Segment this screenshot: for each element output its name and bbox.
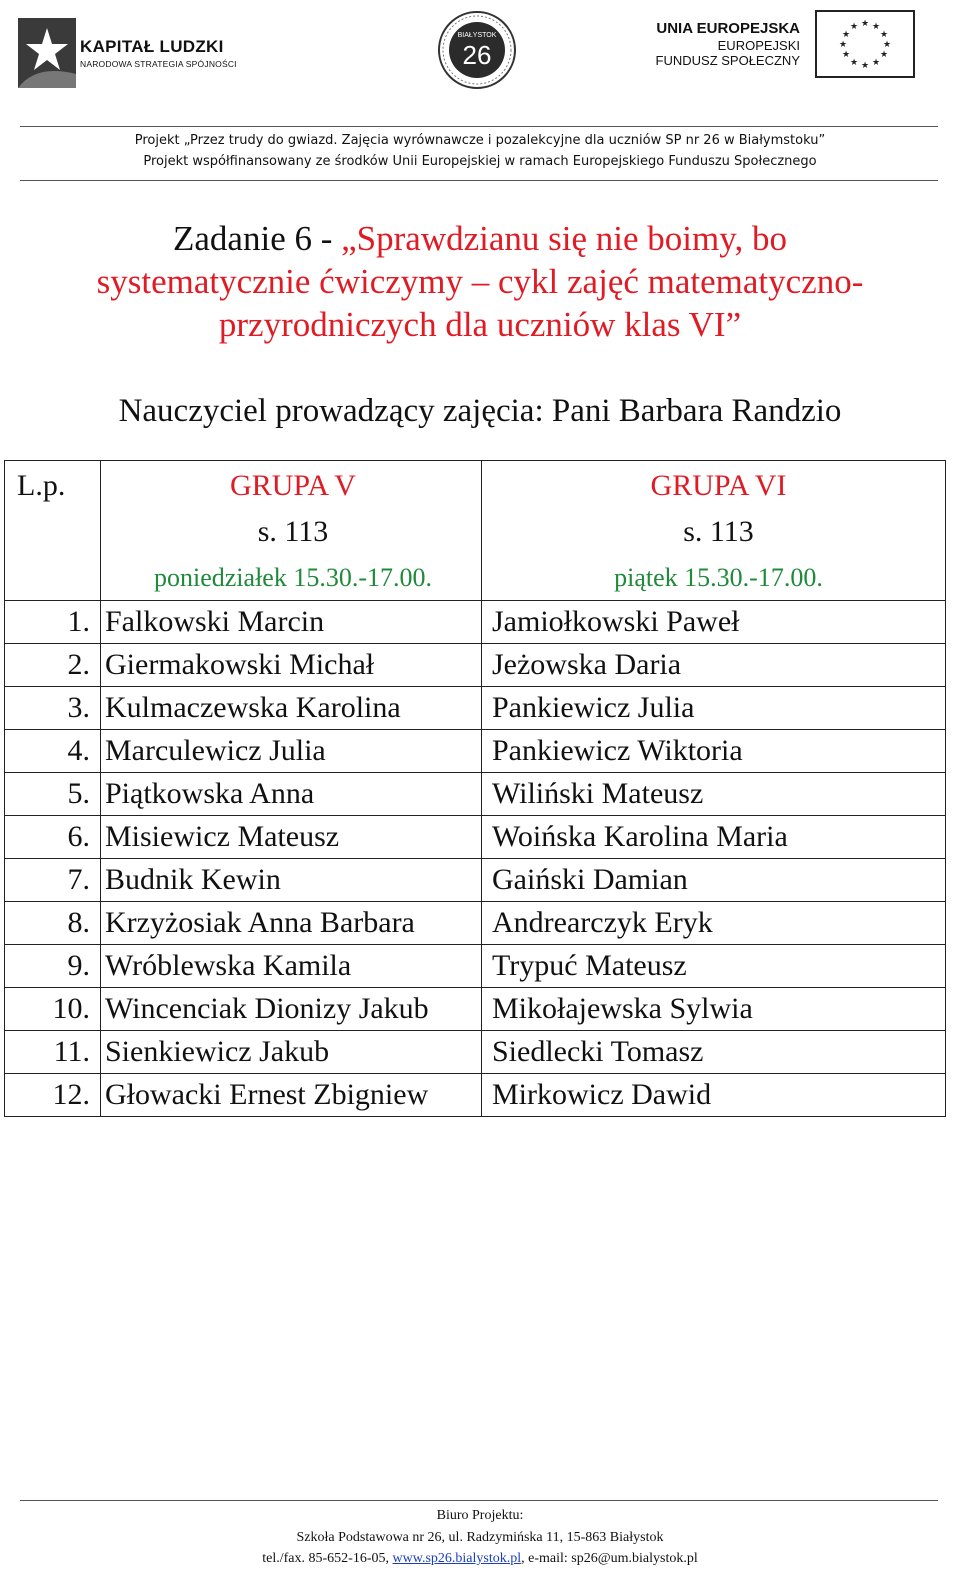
kapital-ludzki-emblem-icon (16, 14, 78, 92)
group6-student: Gaiński Damian (482, 859, 946, 902)
table-row (5, 1031, 946, 1074)
footer-office: Biuro Projektu: (436, 1508, 524, 1523)
row-number: 7. (5, 859, 101, 902)
task-title-line2: systematycznie ćwiczymy – cykl zajęć matematyczno- (96, 262, 864, 301)
group5-student: Budnik Kewin (101, 859, 482, 902)
row-number: 6. (5, 816, 101, 859)
row-number: 11. (5, 1031, 101, 1074)
svg-text:★: ★ (879, 50, 889, 60)
group6-student: Mikołajewska Sylwia (482, 988, 946, 1031)
task-title-prefix: Zadanie 6 - (173, 219, 342, 258)
seal-city: BIAŁYSTOK (457, 32, 497, 39)
table-row (5, 945, 946, 988)
group5-student: Wróblewska Kamila (101, 945, 482, 988)
group5-student: Kulmaczewska Karolina (101, 687, 482, 730)
groups-table (4, 460, 946, 1117)
school-seal (437, 10, 517, 90)
footer-contact (0, 1551, 960, 1567)
group5-room: s. 113 (257, 515, 329, 548)
teacher-line: Nauczyciel prowadzący zajęcia: Pani Barbara Randzio (118, 393, 842, 429)
project-line-1: Projekt „Przez trudy do gwiazd. Zajęcia wyrównawcze i pozalekcyjne dla uczniów SP nr 26 w Białymstoku” (134, 133, 826, 148)
svg-text:★: ★ (871, 22, 881, 32)
project-line-2: Projekt współfinansowany ze środków Unii Europejskiej w ramach Europejskiego Funduszu Społecznego (143, 154, 817, 169)
table-row (5, 859, 946, 902)
row-number: 2. (5, 644, 101, 687)
group6-header (482, 461, 946, 601)
row-number: 5. (5, 773, 101, 816)
eu-logo-line2: EUROPEJSKI (717, 38, 800, 53)
group5-student: Głowacki Ernest Zbigniew (101, 1074, 482, 1117)
row-number: 8. (5, 902, 101, 945)
group5-student: Falkowski Marcin (101, 601, 482, 644)
group5-student: Misiewicz Mateusz (101, 816, 482, 859)
row-number: 10. (5, 988, 101, 1031)
footer-email-prefix: , e-mail: (521, 1551, 572, 1566)
footer-address: Szkoła Podstawowa nr 26, ul. Radzymińska 11, 15-863 Białystok (296, 1530, 664, 1545)
eu-logo-line1: UNIA EUROPEJSKA (656, 20, 800, 37)
table-header-row (5, 461, 946, 601)
group6-student: Woińska Karolina Maria (482, 816, 946, 859)
group5-student: Marculewicz Julia (101, 730, 482, 773)
row-number: 1. (5, 601, 101, 644)
svg-text:★: ★ (882, 40, 892, 50)
table-row (5, 601, 946, 644)
table-row (5, 730, 946, 773)
footer-website-link[interactable]: www.sp26.bialystok.pl (392, 1551, 522, 1566)
table-row (5, 773, 946, 816)
group6-student: Jamiołkowski Paweł (482, 601, 946, 644)
svg-text:★: ★ (860, 19, 870, 29)
group6-student: Jeżowska Daria (482, 644, 946, 687)
kapital-ludzki-title: KAPITAŁ LUDZKI (80, 37, 224, 56)
task-title-line3: przyrodniczych dla uczniów klas VI” (218, 305, 742, 344)
footer-phone: tel./fax. 85-652-16-05, (262, 1551, 393, 1566)
svg-text:★: ★ (849, 22, 859, 32)
group5-student: Sienkiewicz Jakub (101, 1031, 482, 1074)
svg-text:★: ★ (871, 58, 881, 68)
header-rule-bottom (20, 180, 938, 181)
group6-student: Siedlecki Tomasz (482, 1031, 946, 1074)
group5-student: Wincenciak Dionizy Jakub (101, 988, 482, 1031)
table-row (5, 644, 946, 687)
group6-student: Trypuć Mateusz (482, 945, 946, 988)
svg-text:★: ★ (838, 40, 848, 50)
lp-header: L.p. (5, 461, 101, 601)
svg-text:★: ★ (879, 30, 889, 40)
svg-text:★: ★ (849, 58, 859, 68)
eu-flag (815, 10, 915, 78)
group6-student: Andrearczyk Eryk (482, 902, 946, 945)
task-title (30, 217, 930, 346)
kapital-ludzki-subtitle: NARODOWA STRATEGIA SPÓJNOŚCI (80, 59, 237, 69)
eu-flag-icon (815, 10, 915, 78)
footer-email[interactable]: sp26@um.bialystok.pl (571, 1551, 698, 1566)
task-title-line1: „Sprawdzianu się nie boimy, bo (341, 219, 787, 258)
group6-schedule: piątek 15.30.-17.00. (614, 563, 823, 592)
table-row (5, 988, 946, 1031)
group5-name: GRUPA V (230, 469, 356, 502)
svg-text:★: ★ (841, 30, 851, 40)
group5-schedule: poniedziałek 15.30.-17.00. (154, 563, 432, 592)
group6-student: Mirkowicz Dawid (482, 1074, 946, 1117)
row-number: 9. (5, 945, 101, 988)
seal-number: 26 (462, 40, 492, 70)
group6-student: Pankiewicz Wiktoria (482, 730, 946, 773)
row-number: 4. (5, 730, 101, 773)
table-row (5, 687, 946, 730)
svg-text:★: ★ (841, 50, 851, 60)
table-row (5, 902, 946, 945)
group6-name: GRUPA VI (650, 469, 787, 502)
eu-logo-line3: FUNDUSZ SPOŁECZNY (655, 53, 800, 68)
group5-student: Giermakowski Michał (101, 644, 482, 687)
group5-student: Piątkowska Anna (101, 773, 482, 816)
group6-student: Wiliński Mateusz (482, 773, 946, 816)
header-rule-top (20, 126, 938, 127)
row-number: 12. (5, 1074, 101, 1117)
group5-header (101, 461, 482, 601)
row-number: 3. (5, 687, 101, 730)
table-body (5, 601, 946, 1117)
table-row (5, 816, 946, 859)
table-row (5, 1074, 946, 1117)
group6-student: Pankiewicz Julia (482, 687, 946, 730)
group6-room: s. 113 (683, 515, 754, 548)
footer-rule (20, 1500, 938, 1501)
svg-text:★: ★ (860, 61, 870, 71)
group5-student: Krzyżosiak Anna Barbara (101, 902, 482, 945)
